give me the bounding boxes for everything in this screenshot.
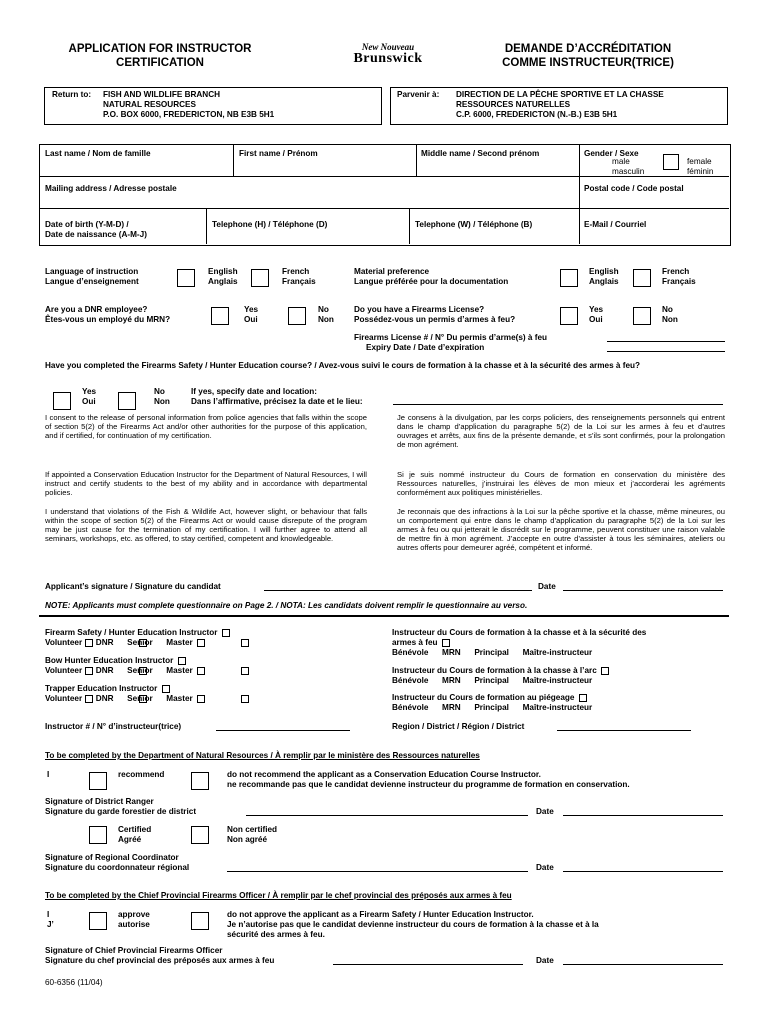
language-instruction-label: Language of instruction Langue d’enseignement <box>45 267 139 286</box>
applicant-signature-input[interactable] <box>264 590 532 591</box>
certified-checkbox[interactable] <box>89 826 107 844</box>
fs-instructor-fr: Instructeur du Cours de formation à la chasse et à la sécurité des armes à feu Bénévole MRN Principal Maître-instructeur <box>392 628 647 657</box>
note-questionnaire: NOTE: Applicants must complete questionnaire on Page 2. / NOTA: Les candidats doivent remplir le questionnaire au verso. <box>45 601 528 610</box>
license-yes-label: Yes Oui <box>589 305 604 324</box>
level-checkbox[interactable] <box>241 667 249 675</box>
tel-work-field[interactable]: Telephone (W) / Téléphone (B) <box>415 220 533 229</box>
consent-fr-1: Je consens à la divulgation, par les corps policiers, des renseignements personnels qui entrent dans le champ d’application du paragraphe 5(2) de la Loi sur les armes à feu et d’autres ouvrages et arrêts, aux fins de la présente demande, et s’ils sont confirmés, pour la prolongation de mon agrément. <box>397 413 725 450</box>
grid-divider <box>233 144 234 176</box>
tel-home-field[interactable]: Telephone (H) / Téléphone (D) <box>212 220 328 229</box>
gender-male-label: male masculin <box>612 157 645 176</box>
expiry-date-input[interactable] <box>607 351 725 352</box>
not-recommend-checkbox[interactable] <box>191 772 209 790</box>
applicant-date-input[interactable] <box>563 590 723 591</box>
first-name-field[interactable]: First name / Prénom <box>239 149 318 158</box>
fs-instructor-checkbox[interactable] <box>222 629 230 637</box>
dnr-i-label: I <box>47 770 50 779</box>
dnr-no-checkbox[interactable] <box>288 307 306 325</box>
level-checkbox[interactable] <box>85 639 93 647</box>
not-recommend-label: do not recommend the applicant as a Conservation Education Course Instructor. ne recommande pas que le candidat devienne instructeur du programme de formation en conservation. <box>227 770 630 789</box>
cfo-date-label: Date <box>536 956 554 965</box>
instruction-french-checkbox[interactable] <box>251 269 269 287</box>
material-english-label: English Anglais <box>589 267 619 286</box>
tr-instructor-fr: Instructeur du Cours de formation au piégeage Bénévole MRN Principal Maître-instructeur <box>392 693 593 712</box>
gender-label: Gender / Sexe <box>584 149 639 158</box>
dnr-yes-label: Yes Oui <box>244 305 259 324</box>
course-yes-label: Yes Oui <box>82 387 97 406</box>
applicant-date-label: Date <box>538 582 556 591</box>
bh-instructor-fr: Instructeur du Cours de formation à la chasse à l’arc Bénévole MRN Principal Maître-instructeur <box>392 666 727 686</box>
return-address: FISH AND WILDLIFE BRANCH NATURAL RESOURCES P.O. BOX 6000, FREDERICTON, NB E3B 5H1 <box>103 90 275 119</box>
grid-divider <box>416 144 417 176</box>
fs-instructor-en: Firearm Safety / Hunter Education Instructor Volunteer DNR Senior Master <box>45 628 230 648</box>
return-label: Return to: <box>52 90 92 99</box>
coordinator-date-label: Date <box>536 863 554 872</box>
cfo-signature-label: Signature of Chief Provincial Firearms Officer Signature du chef provincial des préposés aux armes à feu <box>45 946 275 965</box>
course-yes-checkbox[interactable] <box>53 392 71 410</box>
coordinator-date-input[interactable] <box>563 871 723 872</box>
consent-en-1: I consent to the release of personal information from police agencies that falls within the scope of section 5(2) of the Firearms Act and/or other authorities for the purpose of this application, and if certified, for continuation of my certification. <box>45 413 367 441</box>
instruction-english-label: English Anglais <box>208 267 238 286</box>
instructor-number-label: Instructor # / N° d’instructeur(trice) <box>45 722 182 731</box>
course-no-checkbox[interactable] <box>118 392 136 410</box>
nb-logo: New Nouveau Brunswick <box>353 42 423 66</box>
level-checkbox[interactable] <box>85 667 93 675</box>
dob-field[interactable]: Date of birth (Y-M-D) / Date de naissance (A-M-J) <box>45 220 147 239</box>
course-no-label: No Non <box>154 387 170 406</box>
dnr-no-label: No Non <box>318 305 334 324</box>
dnr-employee-question: Are you a DNR employee? Êtes-vous un employé du MRN? <box>45 305 171 324</box>
grid-divider <box>206 208 207 244</box>
level-checkbox[interactable] <box>241 695 249 703</box>
bh-instructor-checkbox[interactable] <box>178 657 186 665</box>
level-checkbox[interactable] <box>139 667 147 675</box>
district-ranger-signature-label: Signature of District Ranger Signature du garde forestier de district <box>45 797 197 816</box>
parvenir-address: DIRECTION DE LA PÊCHE SPORTIVE ET LA CHASSE RESSOURCES NATURELLES C.P. 6000, FREDERICTON (N.-B.) E3B 5H1 <box>456 90 664 119</box>
gender-female-label: female féminin <box>687 157 714 176</box>
title-en: APPLICATION FOR INSTRUCTOR CERTIFICATION <box>68 43 252 70</box>
level-checkbox[interactable] <box>85 695 93 703</box>
parvenir-label: Parvenir à: <box>397 90 440 99</box>
consent-fr-2: Si je suis nommé instructeur du Cours de formation en conservation du ministère des Ressources naturelles, j’instruirai les élèves de mon mieux et j’accorderai les agréments conformément aux politiques ministérielles. <box>397 470 725 498</box>
instructor-number-input[interactable] <box>216 730 350 731</box>
region-input[interactable] <box>557 730 691 731</box>
license-yes-checkbox[interactable] <box>560 307 578 325</box>
consent-en-2: If appointed a Conservation Education Instructor for the Department of Natural Resources, I will instruct and certify students to the best of my ability and in accordance with departmental policies. <box>45 470 367 498</box>
license-no-checkbox[interactable] <box>633 307 651 325</box>
tr-instructor-checkbox[interactable] <box>162 685 170 693</box>
material-english-checkbox[interactable] <box>560 269 578 287</box>
non-certified-checkbox[interactable] <box>191 826 209 844</box>
grid-divider <box>409 208 410 244</box>
last-name-field[interactable]: Last name / Nom de famille <box>45 149 151 158</box>
ranger-date-input[interactable] <box>563 815 723 816</box>
recommend-label: recommend <box>118 770 165 779</box>
bh-instructor-fr-checkbox[interactable] <box>601 667 609 675</box>
title-fr: DEMANDE D’ACCRÉDITATION COMME INSTRUCTEUR(TRICE) <box>502 43 674 70</box>
bh-level-boxes <box>45 666 275 676</box>
gender-checkbox[interactable] <box>663 154 679 170</box>
bh-instructor-en: Bow Hunter Education Instructor Volunteer DNR Senior Master <box>45 656 193 675</box>
grid-divider <box>579 144 580 244</box>
approve-label: approve autorise <box>118 910 150 929</box>
grid-line <box>39 208 729 209</box>
level-checkbox[interactable] <box>197 667 205 675</box>
instruction-english-checkbox[interactable] <box>177 269 195 287</box>
email-field[interactable]: E-Mail / Courriel <box>584 220 647 229</box>
section-divider <box>39 615 729 617</box>
course-date-location-input[interactable] <box>393 404 723 405</box>
license-no-label: No Non <box>662 305 678 324</box>
applicant-signature-label: Applicant’s signature / Signature du candidat <box>45 582 221 591</box>
level-checkbox[interactable] <box>197 639 205 647</box>
tr-instructor-en: Trapper Education Instructor Volunteer DNR Senior Master <box>45 684 193 703</box>
mailing-address-field[interactable]: Mailing address / Adresse postale <box>45 184 177 193</box>
ranger-date-label: Date <box>536 807 554 816</box>
regional-coordinator-signature-label: Signature of Regional Coordinator Signature du coordonnateur régional <box>45 853 190 872</box>
consent-fr-3: Je reconnais que des infractions à la Loi sur la pêche sportive et la chasse, même mineures, ou un comportement qui entre dans le champ d’application du paragraphe 5(2) de la Loi sur les armes à feu ou qui jetterait le discrédit sur le programme, peuvent constituer une raison valable de mettre fin à mon agrément. J’accepte en outre d’assister à tous les séminaires, ateliers ou autres offerts pour demeurer agréé, compétent et informé. <box>397 507 725 553</box>
not-approve-checkbox[interactable] <box>191 912 209 930</box>
recommend-checkbox[interactable] <box>89 772 107 790</box>
regional-coordinator-signature-input[interactable] <box>227 871 528 872</box>
material-french-checkbox[interactable] <box>633 269 651 287</box>
level-checkbox[interactable] <box>241 639 249 647</box>
not-approve-label: do not approve the applicant as a Firearm Safety / Hunter Education Instructor. Je n’autorise pas que le candidat devienne instructeur du cours de formation à la chasse et à la sécurité des armes à feu. <box>227 910 599 939</box>
certified-label: Certified Agréé <box>118 825 152 844</box>
level-checkbox[interactable] <box>139 695 147 703</box>
region-label: Region / District / Région / District <box>392 722 525 731</box>
tr-instructor-fr-checkbox[interactable] <box>579 694 587 702</box>
cfo-i-label: I J’ <box>47 910 54 929</box>
fs-instructor-fr-checkbox[interactable] <box>442 639 450 647</box>
district-ranger-signature-input[interactable] <box>246 815 528 816</box>
cfo-signature-input[interactable] <box>333 964 523 965</box>
dnr-section-heading: To be completed by the Department of Natural Resources / À remplir par le ministère des Ressources naturelles <box>45 751 480 760</box>
course-question: Have you completed the Firearms Safety / Hunter Education course? / Avez-vous suivi le cours de formation à la chasse et à la sécurité des armes à feu? <box>45 361 641 370</box>
cfo-section-heading: To be completed by the Chief Provincial Firearms Officer / À remplir par le chef provincial des préposés aux armes à feu <box>45 891 512 900</box>
level-checkbox[interactable] <box>197 695 205 703</box>
form-number: 60-6356 (11/04) <box>45 978 103 987</box>
postal-code-field[interactable]: Postal code / Code postal <box>584 184 684 193</box>
middle-name-field[interactable]: Middle name / Second prénom <box>421 149 540 158</box>
license-number-input[interactable] <box>607 341 725 342</box>
cfo-date-input[interactable] <box>563 964 723 965</box>
instruction-french-label: French Français <box>282 267 316 286</box>
license-number-label: Firearms License # / N° Du permis d’arme(s) à feu <box>354 333 548 342</box>
material-preference-label: Material preference Langue préférée pour la documentation <box>354 267 509 286</box>
fs-level-boxes <box>45 638 275 648</box>
firearms-license-question: Do you have a Firearms License? Possédez-vous un permis d’armes à feu? <box>354 305 516 324</box>
course-ifyes-label: If yes, specify date and location: Dans l’affirmative, précisez la date et le lieu: <box>191 387 363 406</box>
material-french-label: French Français <box>662 267 696 286</box>
expiry-date-label: Expiry Date / Date d’expiration <box>366 343 485 352</box>
dnr-yes-checkbox[interactable] <box>211 307 229 325</box>
non-certified-label: Non certified Non agréé <box>227 825 278 844</box>
level-checkbox[interactable] <box>139 639 147 647</box>
tr-level-boxes <box>45 694 275 704</box>
consent-en-3: I understand that violations of the Fish & Wildlife Act, however slight, or behaviour that falls within the scope of section 5(2) of the Firearms Act or would cause disrepute of the program may be just cause for the termination of my certification. I will further agree to attend all seminars, workshops, etc. as offered, to stay certified, competent and knowledgeable. <box>45 507 367 544</box>
approve-checkbox[interactable] <box>89 912 107 930</box>
